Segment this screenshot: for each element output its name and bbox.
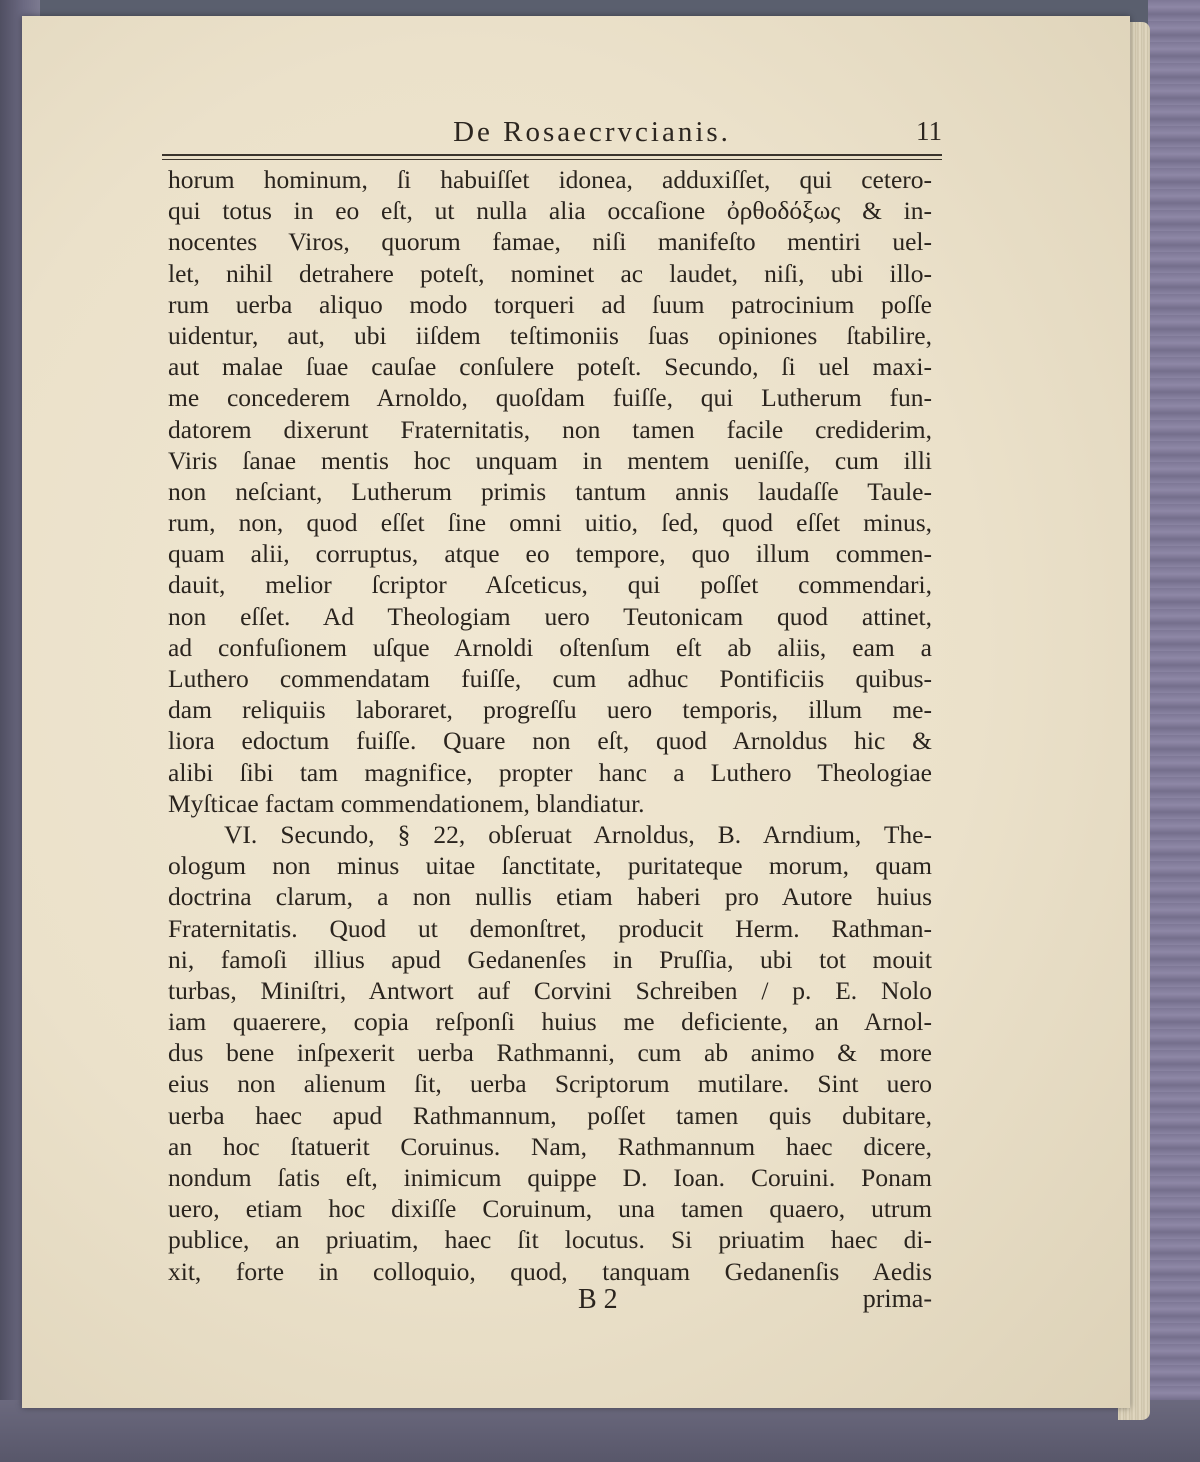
book-page	[22, 16, 1130, 1408]
text-line: datorem dixerunt Fraternitatis, non tamen facile crediderim,	[168, 414, 932, 444]
text-line: VI. Secundo, § 22, obſeruat Arnoldus, B. Arndium, The-	[224, 819, 932, 849]
text-line: Myſticae factam commendationem, blandiatur.	[168, 788, 645, 818]
text-line: iam quaerere, copia reſponſi huius me deficiente, an Arnol-	[168, 1007, 932, 1037]
text-line: uerba haec apud Rathmannum, poſſet tamen quis dubitare,	[168, 1100, 932, 1130]
text-line: dam reliquiis laboraret, progreſſu uero temporis, illum me-	[168, 695, 932, 725]
text-line: me concederem Arnoldo, quoſdam fuiſſe, qui Lutherum fun-	[168, 383, 932, 413]
text-line: ologum non minus uitae ſanctitate, puritateque morum, quam	[168, 851, 932, 881]
text-line: ni, famoſi illius apud Gedanenſes in Pruſſia, ubi tot mouit	[168, 944, 932, 974]
text-line: uero, etiam hoc dixiſſe Coruinum, una tamen quaero, utrum	[168, 1194, 932, 1224]
text-line: liora edoctum fuiſſe. Quare non eſt, quod Arnoldus hic &	[168, 726, 932, 756]
catchword: prima-	[862, 1284, 932, 1313]
book-cover-right	[1148, 0, 1200, 1462]
text-line: rum uerba aliquo modo torqueri ad ſuum patrocinium poſſe	[168, 289, 932, 319]
text-line: publice, an priuatim, haec ſit locutus. Si priuatim haec di-	[168, 1225, 932, 1255]
text-line: Fraternitatis. Quod ut demonſtret, producit Herm. Rathman-	[168, 913, 932, 943]
text-line: horum hominum, ſi habuiſſet idonea, adduxiſſet, qui cetero-	[168, 165, 932, 194]
text-line: xit, forte in colloquio, quod, tanquam Gedanenſis Aedis	[168, 1256, 932, 1286]
page-footer	[168, 1284, 932, 1318]
text-line: qui totus in eo eſt, ut nulla alia occaſione ὀρθοδόξως & in-	[168, 196, 932, 226]
text-line: ad confuſionem uſque Arnoldi oſtenſum eſt ab aliis, eam a	[168, 632, 932, 662]
text-line: rum, non, quod eſſet ſine omni uitio, ſed, quod eſſet minus,	[168, 508, 932, 538]
text-line: eius non alienum ſit, uerba Scriptorum mutilare. Sint uero	[168, 1069, 932, 1099]
signature-mark: B 2	[578, 1284, 618, 1315]
text-line: let, nihil detrahere poteſt, nominet ac laudet, niſi, ubi illo-	[168, 258, 932, 288]
text-line: doctrina clarum, a non nullis etiam haberi pro Autore huius	[168, 882, 932, 912]
page-number: 11	[916, 116, 942, 146]
header-rule	[162, 154, 942, 156]
text-line: quam alii, corruptus, atque eo tempore, quo illum commen-	[168, 539, 932, 569]
text-line: Luthero commendatam fuiſſe, cum adhuc Pontificiis quibus-	[168, 664, 932, 693]
text-line: nocentes Viros, quorum famae, niſi manifeſto mentiri uel-	[168, 227, 932, 257]
header-rule-thin	[162, 159, 942, 160]
text-line: alibi ſibi tam magnifice, propter hanc a Luthero Theologiae	[168, 757, 932, 787]
text-line: dauit, melior ſcriptor Aſceticus, qui poſſet commendari,	[168, 570, 932, 600]
text-line: an hoc ſtatuerit Coruinus. Nam, Rathmannum haec dicere,	[168, 1131, 932, 1161]
text-line: uidentur, aut, ubi iiſdem teſtimoniis ſuas opiniones ſtabilire,	[168, 320, 932, 350]
text-line: non neſciant, Lutherum primis tantum annis laudaſſe Taule-	[168, 476, 932, 506]
text-line: turbas, Miniſtri, Antwort auf Corvini Schreiben / p. E. Nolo	[168, 975, 932, 1005]
text-line: Viris ſanae mentis hoc unquam in mentem ueniſſe, cum illi	[168, 445, 932, 475]
text-line: dus bene inſpexerit uerba Rathmanni, cum ab animo & more	[168, 1038, 932, 1068]
body-text	[168, 164, 932, 1287]
text-line: aut malae ſuae cauſae conſulere poteſt. Secundo, ſi uel maxi-	[168, 352, 932, 382]
text-line: nondum ſatis eſt, inimicum quippe D. Ioan. Coruini. Ponam	[168, 1163, 932, 1192]
running-head: De Rosaecrvcianis.	[453, 116, 731, 148]
book-cover-bottom	[0, 1400, 1200, 1462]
text-line: non eſſet. Ad Theologiam uero Teutonicam quod attinet,	[168, 601, 932, 631]
